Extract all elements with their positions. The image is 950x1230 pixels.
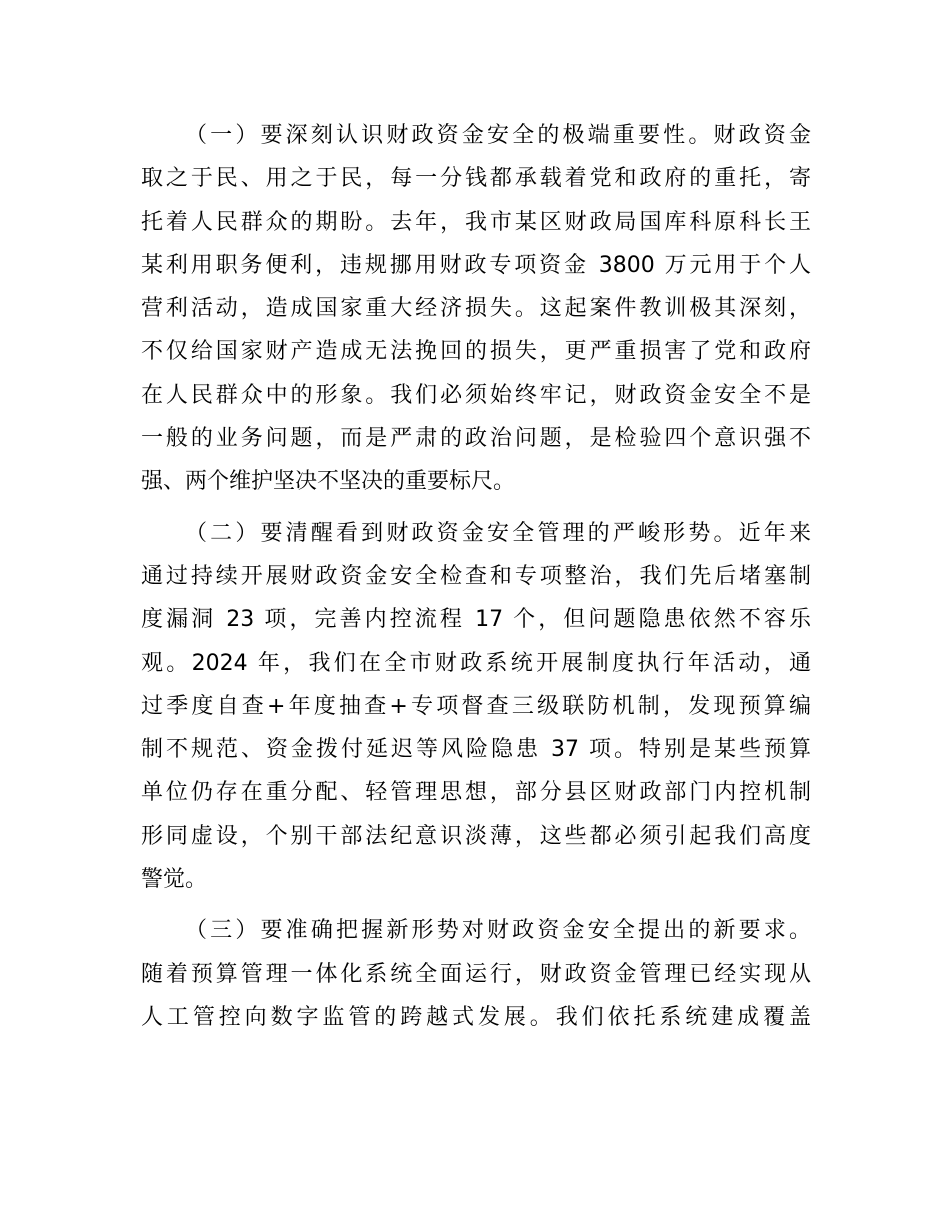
text-line: 在人民群众中的形象。我们必须始终牢记，财政资金安全不是 xyxy=(141,382,811,408)
text-line: 度漏洞 23 项，完善内控流程 17 个，但问题隐患依然不容乐 xyxy=(141,607,811,633)
text-line: 单位仍存在重分配、轻管理思想，部分县区财政部门内控机制 xyxy=(141,780,811,806)
text-line: 警觉。 xyxy=(141,867,208,893)
document-body xyxy=(141,114,811,1047)
text-line: 托着人民群众的期盼。去年，我市某区财政局国库科原科长王 xyxy=(141,209,811,235)
text-line: 形同虚设，个别干部法纪意识淡薄，这些都必须引起我们高度 xyxy=(141,823,811,849)
text-line: 观。2024 年，我们在全市财政系统开展制度执行年活动，通 xyxy=(141,650,811,676)
text-line: （一）要深刻认识财政资金安全的极端重要性。财政资金 xyxy=(185,123,811,148)
paragraph-1 xyxy=(141,114,811,504)
text-line: 取之于民、用之于民，每一分钱都承载着党和政府的重托，寄 xyxy=(141,166,811,192)
text-line: 人工管控向数字监管的跨越式发展。我们依托系统建成覆盖 xyxy=(141,1004,811,1030)
paragraph-2 xyxy=(141,512,811,902)
text-line: （三）要准确把握新形势对财政资金安全提出的新要求。 xyxy=(185,918,811,944)
text-line: 某利用职务便利，违规挪用财政专项资金 3800 万元用于个人 xyxy=(141,252,811,278)
text-line: （二）要清醒看到财政资金安全管理的严峻形势。近年来 xyxy=(185,520,811,546)
text-line: 营利活动，造成国家重大经济损失。这起案件教训极其深刻， xyxy=(141,296,811,322)
text-line: 不仅给国家财产造成无法挽回的损失，更严重损害了党和政府 xyxy=(141,339,811,365)
text-line: 一般的业务问题，而是严肃的政治问题，是检验四个意识强不 xyxy=(141,426,811,452)
text-line: 制不规范、资金拨付延迟等风险隐患 37 项。特别是某些预算 xyxy=(141,737,811,763)
text-line: 过季度自查+年度抽查+专项督查三级联防机制，发现预算编 xyxy=(141,693,811,719)
text-line: 强、两个维护坚决不坚决的重要标尺。 xyxy=(141,469,516,495)
text-line: 随着预算管理一体化系统全面运行，财政资金管理已经实现从 xyxy=(141,961,811,987)
paragraph-3 xyxy=(141,909,811,1039)
text-line: 通过持续开展财政资金安全检查和专项整治，我们先后堵塞制 xyxy=(141,563,811,589)
